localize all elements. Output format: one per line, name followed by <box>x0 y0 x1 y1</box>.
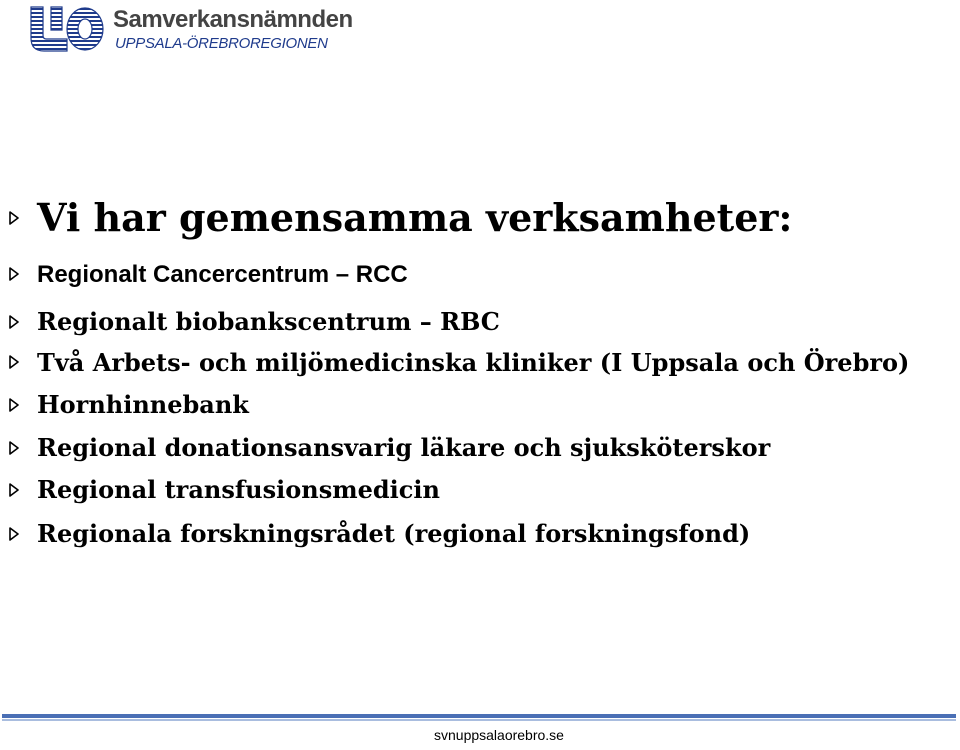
list-item <box>0 256 960 293</box>
footer-url[interactable]: svnuppsalaorebro.se <box>434 727 564 743</box>
bullet-arrow-icon <box>9 315 19 329</box>
list-item <box>0 516 960 552</box>
slide-title <box>0 192 960 244</box>
bullet-arrow-icon <box>9 441 19 455</box>
header-logo <box>27 4 357 56</box>
logo-region: UPPSALA-ÖREBROREGIONEN <box>115 35 328 52</box>
list-item-text: Regionalt biobankscentrum – RBC <box>37 307 500 336</box>
list-item-text: Regional donationsansvarig läkare och sjuksköterskor <box>37 433 771 462</box>
bullet-arrow-icon <box>9 398 19 412</box>
bullet-arrow-icon <box>9 483 19 497</box>
list-item-text: Två Arbets- och miljömedicinska kliniker (I Uppsala och Örebro) <box>37 348 910 377</box>
slide-content <box>0 192 960 561</box>
bullet-arrow-icon <box>9 527 19 541</box>
list-item <box>0 344 960 381</box>
list-item <box>0 304 960 340</box>
uo-logo-icon <box>27 4 107 54</box>
list-item-text: Regionala forskningsrådet (regional forskningsfond) <box>37 519 751 548</box>
list-item <box>0 472 960 508</box>
list-item-text: Regional transfusionsmedicin <box>37 475 440 504</box>
slide-title-text: Vi har gemensamma verksamheter: <box>37 195 793 240</box>
list-item-text: Regionalt Cancercentrum – RCC <box>37 261 408 288</box>
bullet-arrow-icon <box>9 267 19 281</box>
list-item <box>0 387 960 423</box>
list-item-text: Hornhinnebank <box>37 390 249 419</box>
bullet-arrow-icon <box>9 355 19 369</box>
logo-name: Samverkansnämnden <box>113 6 353 33</box>
footer-divider <box>2 714 956 723</box>
list-item <box>0 430 960 466</box>
bullet-arrow-icon <box>9 211 19 225</box>
